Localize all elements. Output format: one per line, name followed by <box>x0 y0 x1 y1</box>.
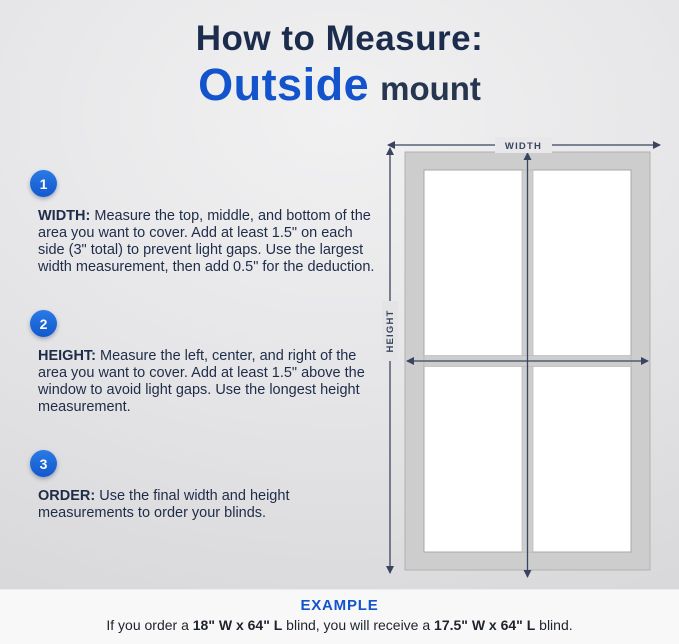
step-1-label: WIDTH: <box>38 208 91 224</box>
title-line2 <box>0 58 679 110</box>
step-3-label: ORDER: <box>38 488 96 504</box>
step-3 <box>30 450 382 522</box>
step-1 <box>30 170 382 276</box>
example-ordered-size: 18" W x 64" L <box>192 617 283 633</box>
step-2-text <box>38 348 378 416</box>
width-label: WIDTH <box>504 141 543 152</box>
window-diagram <box>372 125 672 595</box>
step-2-body: Measure the left, center, and right of the area you want to cover. Add at least 1.5" above the window to avoid light gaps. Use the longest height measurement. <box>38 348 365 415</box>
step-3-body: Use the final width and height measurements to order your blinds. <box>38 488 290 521</box>
step-3-badge <box>30 450 57 477</box>
step-1-number: 1 <box>39 175 48 192</box>
step-3-number: 3 <box>39 455 48 472</box>
step-2-number: 2 <box>39 315 48 332</box>
step-2-badge <box>30 310 57 337</box>
step-1-badge <box>30 170 57 197</box>
step-2-label: HEIGHT: <box>38 348 96 364</box>
step-1-body: Measure the top, middle, and bottom of the area you want to cover. Add at least 1.5" on each side (3" total) to prevent light gaps. Use the largest width measurement, then add 0.5" for the deduction. <box>38 208 375 275</box>
step-3-text <box>38 488 378 522</box>
step-2 <box>30 310 382 416</box>
example-text <box>0 617 679 633</box>
example-received-size: 17.5" W x 64" L <box>434 617 536 633</box>
step-1-text <box>38 208 378 276</box>
title-mount-word: mount <box>380 69 481 107</box>
example-mid: blind, you will receive a <box>282 617 435 633</box>
example-suffix: blind. <box>535 617 573 633</box>
example-prefix: If you order a <box>106 617 193 633</box>
title-line1: How to Measure: <box>195 19 484 58</box>
title-mount-type: Outside <box>198 58 370 110</box>
example-heading: EXAMPLE <box>300 597 379 614</box>
height-label: HEIGHT <box>385 309 396 353</box>
page-title <box>0 20 679 108</box>
example-section <box>0 589 679 644</box>
